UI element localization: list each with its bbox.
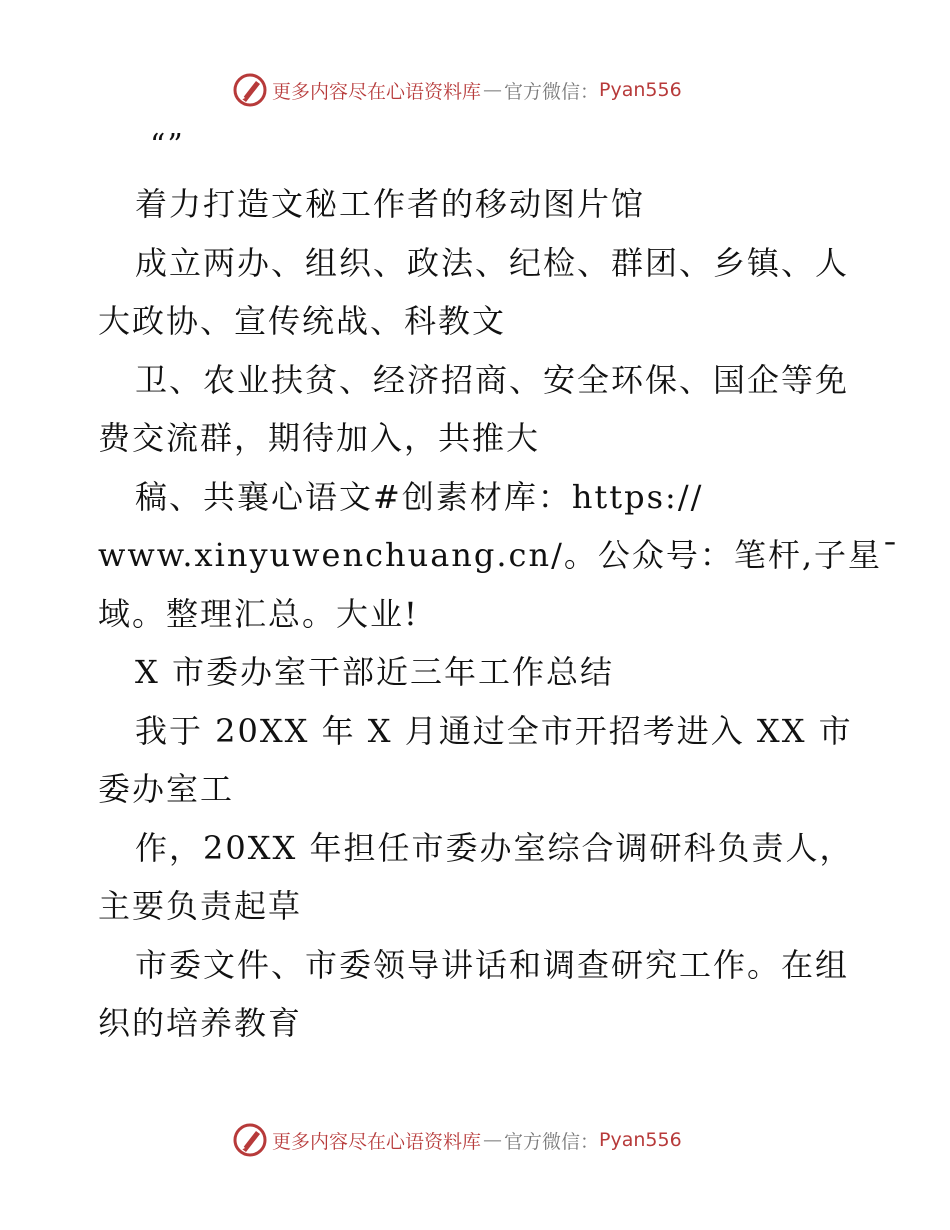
doc-title-line: X 市委办室干部近三年工作总结 bbox=[135, 653, 614, 691]
watermark-dash: — bbox=[483, 1129, 503, 1151]
quote-marks: “” bbox=[150, 128, 185, 163]
header-watermark bbox=[232, 70, 732, 110]
doc-line: 委办室工 bbox=[98, 770, 235, 808]
doc-line: 织的培养教育 bbox=[98, 1004, 303, 1042]
pen-logo-icon bbox=[232, 1122, 268, 1158]
doc-line: 市委文件、市委领导讲话和调查研究工作。在组 bbox=[135, 946, 850, 984]
doc-line: 域。整理汇总。大业! bbox=[98, 595, 419, 633]
pen-logo-icon bbox=[232, 72, 268, 108]
watermark-wechat-id: Pyan556 bbox=[599, 79, 682, 101]
watermark-wechat-id: Pyan556 bbox=[599, 1129, 682, 1151]
doc-line: www.xinyuwenchuang.cn/。公众号：笔杆,子星¯ bbox=[98, 536, 901, 574]
watermark-dash: — bbox=[483, 79, 503, 101]
doc-line: 费交流群，期待加入，共推大 bbox=[98, 419, 541, 457]
doc-line: 作，20XX 年担任市委办室综合调研科负责人， bbox=[135, 829, 854, 867]
doc-line: 稿、共襄心语文#创素材库：https:// bbox=[135, 478, 704, 516]
watermark-wechat-label: 官方微信： bbox=[504, 1130, 600, 1153]
doc-line: 卫、农业扶贫、经济招商、安全环保、国企等免 bbox=[135, 361, 850, 399]
watermark-wechat-label: 官方微信： bbox=[504, 80, 600, 103]
doc-line: 我于 20XX 年 X 月通过全市开招考进入 XX 市 bbox=[135, 712, 853, 750]
footer-watermark bbox=[232, 1120, 732, 1160]
doc-line: 着力打造文秘工作者的移动图片馆 bbox=[135, 185, 646, 223]
doc-line: 成立两办、组织、政法、纪检、群团、乡镇、人 bbox=[135, 244, 850, 282]
doc-line: 大政协、宣传统战、科教文 bbox=[98, 302, 507, 340]
doc-line: 主要负责起草 bbox=[98, 887, 303, 925]
watermark-site-text: 更多内容尽在心语资料库 bbox=[272, 80, 482, 103]
watermark-site-text: 更多内容尽在心语资料库 bbox=[272, 1130, 482, 1153]
